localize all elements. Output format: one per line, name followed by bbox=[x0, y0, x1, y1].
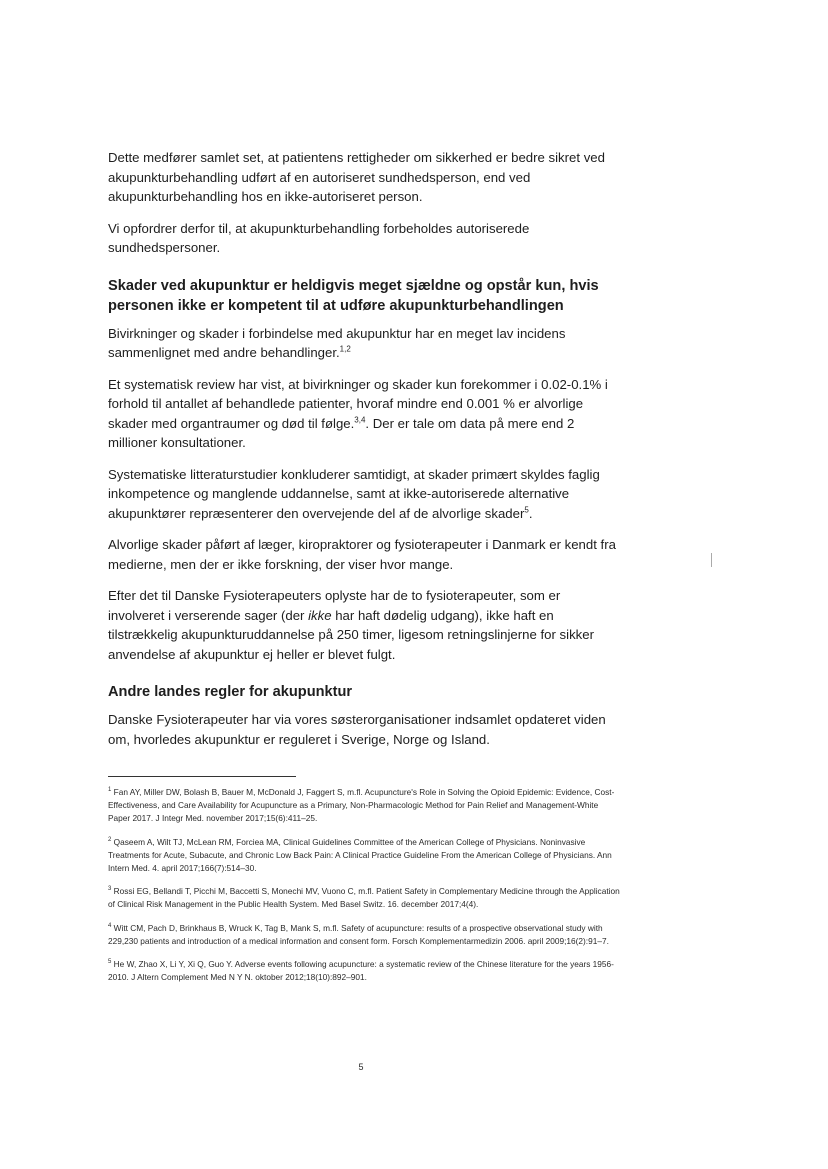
footnote-4: $^4$ Witt CM, Pach D, Brinkhaus B, Wruck K, Tag B, Mank S, m.fl. Safety of acupuncture: results of a prospective observational study with 229,230 patients and introduction of a medical information and consent form. Forsch Komplementarmedizin 2006. april 2009;16(2):91–7. bbox=[108, 922, 609, 946]
footnote-1: $^1$ Fan AY, Miller DW, Bolash B, Bauer M, McDonald J, Faggert S, m.fl. Acupuncture's Role in Solving the Opioid Epidemic: Evidence, Cost-Effectiveness, and Care Availability for Acupuncture as a Primary, Non-Pharmacologic Method for Pain Relief and Management-White Paper 2017. J Integr Med. november 2017;15(6):411–25. bbox=[108, 787, 615, 824]
paragraph-patient-rights: Dette medfører samlet set, at patientens rettigheder om sikkerhed er bedre sikret ved akupunkturbehandling udført af en autoriseret sundhedsperson, end ved akupunkturbehandling hos en ikke-autoriseret person. bbox=[108, 150, 605, 204]
paragraph-literature-studies: Systematiske litteraturstudier konkluderer samtidigt, at skader primært skyldes faglig inkompetence og manglende uddannelse, samt at ikke-autoriserede alternative akupunktører repræsenterer den overvejende del af de alvorlige skader$^5$. bbox=[108, 466, 600, 521]
footnote-ref[interactable]: 1,2 bbox=[339, 344, 351, 354]
footnote-ref[interactable]: 5 bbox=[524, 505, 529, 515]
footnote-ref[interactable]: 3,4 bbox=[354, 415, 366, 425]
paragraph-pending-cases: Efter det til Danske Fysioterapeuters oplyste har de to fysioterapeuter, som er involveret i verserende sager (der ikke har haft dødelig udgang), ikke haft en tilstrækkelig akupunkturuddannelse på 250 timer, ligesom retningslinjerne for sikker anvendelse af akupunktur ej heller er blevet fulgt. bbox=[108, 588, 594, 662]
footnotes bbox=[108, 776, 620, 994]
main-content bbox=[108, 148, 620, 761]
paragraph-recommendation: Vi opfordrer derfor til, at akupunkturbehandling forbeholdes autoriserede sundhedspersoner. bbox=[108, 220, 530, 255]
page-number: 5 bbox=[358, 1062, 364, 1072]
paragraph-side-effects: Bivirkninger og skader i forbindelse med akupunktur har en meget lav incidens sammenlignet med andre behandlinger.$^{1,2}$ bbox=[108, 325, 566, 360]
heading-other-countries: Andre landes regler for akupunktur bbox=[108, 684, 353, 700]
footnote-2: $^2$ Qaseem A, Wilt TJ, McLean RM, Forciea MA, Clinical Guidelines Committee of the American College of Physicians. Noninvasive Treatments for Acute, Subacute, and Chronic Low Back Pain: A Clinical Practice Guideline From the American College of Physicians. Ann Intern Med. 4. april 2017;166(7):514–30. bbox=[108, 836, 612, 874]
margin-mark bbox=[711, 553, 712, 567]
footnote-5: $^5$ He W, Zhao X, Li Y, Xi Q, Guo Y. Adverse events following acupuncture: a systematic review of the Chinese literature for the years 1956-2010. J Altern Complement Med N Y N. oktober 2012;18(10):892–901. bbox=[108, 959, 614, 983]
footnote-3: $^3$ Rossi EG, Bellandi T, Picchi M, Baccetti S, Monechi MV, Vuono C, m.fl. Patient Safety in Complementary Medicine through the Application of Clinical Risk Management in the Public Health System. Med Basel Switz. 16. december 2017;4(4). bbox=[108, 886, 620, 910]
paragraph-sister-organisations: Danske Fysioterapeuter har via vores søsterorganisationer indsamlet opdateret viden om, hvorledes akupunktur er reguleret i Sverige, Norge og Island. bbox=[108, 712, 606, 747]
heading-injuries: Skader ved akupunktur er heldigvis meget sjældne og opstår kun, hvis personen ikke er kompetent til at udføre akupunkturbehandlingen bbox=[108, 277, 599, 314]
paragraph-systematic-review: Et systematisk review har vist, at bivirkninger og skader kun forekommer i 0.02-0.1% i forhold til antallet af behandlede patienter, hvoraf mindre end 0.001 % er alvorlige skader med organtraumer og død til følge.$^{3,4}$. Der er tale om data på mere end 2 millioner konsultationer. bbox=[108, 376, 608, 450]
paragraph-serious-injuries: Alvorlige skader påført af læger, kiropraktorer og fysioterapeuter i Danmark er kendt fra medierne, men der er ikke forskning, der viser hvor mange. bbox=[108, 537, 616, 572]
footnote-separator bbox=[108, 776, 296, 777]
